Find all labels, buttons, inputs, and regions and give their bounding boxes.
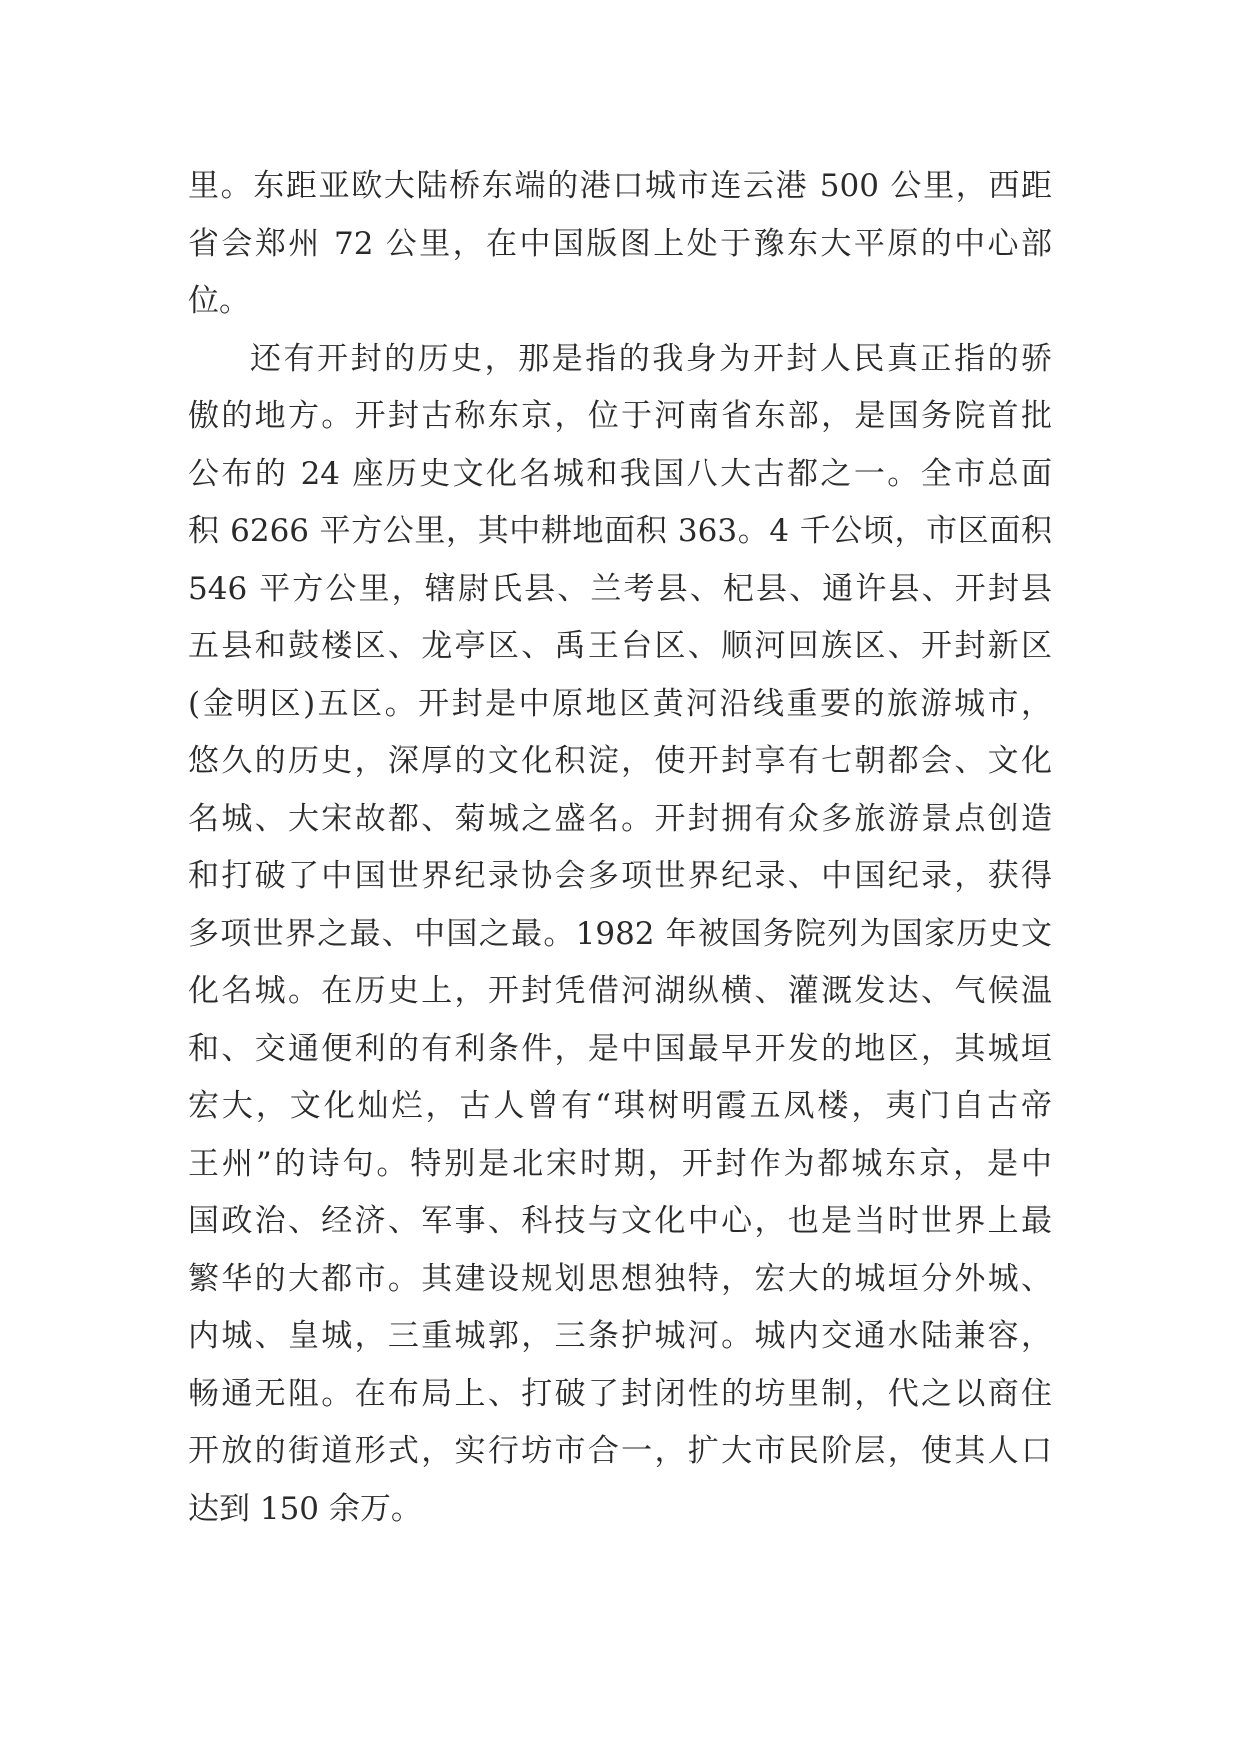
paragraph-1-line-3: 位。 xyxy=(188,283,250,319)
paragraph-2-line-15: 王州”的诗句。特别是北宋时期，开封作为都城东京，是中 xyxy=(188,1145,1052,1182)
paragraph-2-line-16: 国政治、经济、军事、科技与文化中心，也是当时世界上最 xyxy=(188,1203,1052,1239)
paragraph-2-line-5: 546 平方公里，辖尉氏县、兰考县、杞县、通许县、开封县 xyxy=(188,570,1052,607)
paragraph-2-line-19: 畅通无阻。在布局上、打破了封闭性的坊里制，代之以商住 xyxy=(188,1375,1052,1412)
paragraph-2-line-13: 和、交通便利的有利条件，是中国最早开发的地区，其城垣 xyxy=(188,1030,1052,1067)
paragraph-2-line-20: 开放的街道形式，实行坊市合一，扩大市民阶层，使其人口 xyxy=(188,1433,1052,1469)
paragraph-2-line-18: 内城、皇城，三重城郭，三条护城河。城内交通水陆兼容， xyxy=(188,1318,1052,1354)
paragraph-2-line-3: 公布的 24 座历史文化名城和我国八大古都之一。全市总面 xyxy=(188,455,1052,492)
paragraph-2-line-6: 五县和鼓楼区、龙亭区、禹王台区、顺河回族区、开封新区 xyxy=(188,628,1052,664)
paragraph-1-line-2: 省会郑州 72 公里，在中国版图上处于豫东大平原的中心部 xyxy=(188,225,1052,262)
paragraph-2-line-4: 积 6266 平方公里，其中耕地面积 363。4 千公顷，市区面积 xyxy=(188,513,1052,549)
paragraph-2-line-9: 名城、大宋故都、菊城之盛名。开封拥有众多旅游景点创造 xyxy=(188,800,1052,837)
paragraph-2-line-11: 多项世界之最、中国之最。1982 年被国务院列为国家历史文 xyxy=(188,915,1052,952)
paragraph-2-line-21: 达到 150 余万。 xyxy=(188,1490,422,1527)
paragraph-2-line-2: 傲的地方。开封古称东京，位于河南省东部，是国务院首批 xyxy=(188,398,1052,434)
paragraph-2-line-1: 还有开封的历史，那是指的我身为开封人民真正指的骄 xyxy=(250,340,1052,377)
paragraph-2-line-10: 和打破了中国世界纪录协会多项世界纪录、中国纪录，获得 xyxy=(188,858,1052,894)
paragraph-2-line-14: 宏大，文化灿烂，古人曾有“琪树明霞五凤楼，夷门自古帝 xyxy=(188,1088,1052,1124)
paragraph-2-line-7: (金明区)五区。开封是中原地区黄河沿线重要的旅游城市， xyxy=(188,685,1052,722)
paragraph-2-line-17: 繁华的大都市。其建设规划思想独特，宏大的城垣分外城、 xyxy=(188,1260,1052,1297)
paragraph-2-line-8: 悠久的历史，深厚的文化积淀，使开封享有七朝都会、文化 xyxy=(188,743,1052,779)
paragraph-2-line-12: 化名城。在历史上，开封凭借河湖纵横、灌溉发达、气候温 xyxy=(188,973,1052,1009)
document-body xyxy=(188,158,1052,1538)
paragraph-1-line-1: 里。东距亚欧大陆桥东端的港口城市连云港 500 公里，西距 xyxy=(188,168,1052,204)
